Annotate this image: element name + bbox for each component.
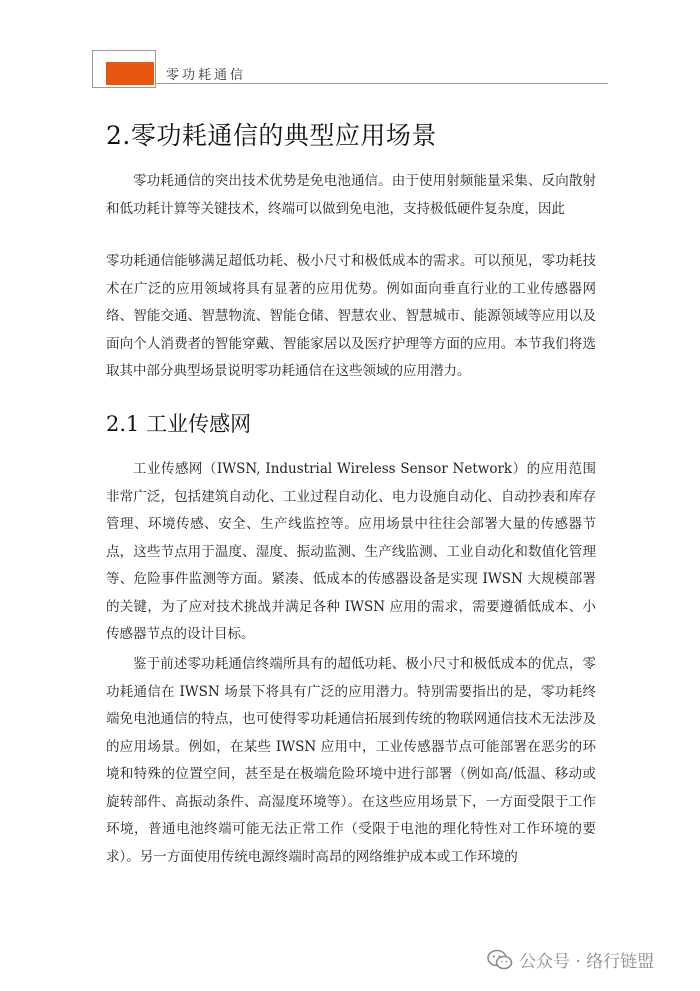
header-accent-block [106,62,154,85]
subsection-heading: 2.1 工业传感网 [106,412,252,436]
watermark-text: 公众号 · 络行链盟 [519,952,655,972]
section-heading: 2.零功耗通信的典型应用场景 [106,121,437,150]
header-title: 零功耗通信 [166,68,247,83]
subsection-paragraph-1: 工业传感网（IWSN, Industrial Wireless Sensor Network）的应用范围非常广泛，包括建筑自动化、工业过程自动化、电力设施自动化、自动抄表和库存管理、环境传感、安全、生产线监控等。应用场景中往往会部署大量的传感器节点，这些节点用于温度、湿度、振动监测、生产线监测、工业自动化和数值化管理等、危险事件监测等方面。紧凑、低成本的传感器设备是实现 IWSN 大规模部署的关键，为了应对技术挑战并满足各种 IWSN 应用的需求，需要遵循低成本、小传感器节点的设计目标。 [106,461,596,642]
subsection-paragraph-2: 鉴于前述零功耗通信终端所具有的超低功耗、极小尺寸和极低成本的优点，零功耗通信在 IWSN 场景下将具有广泛的应用潜力。特别需要指出的是，零功耗终端免电池通信的特点，也可使得零功耗通信拓展到传统的物联网通信技术无法涉及的应用场景。例如，在某些 IWSN 应用中，工业传感器节点可能部署在恶劣的环境和特殊的位置空间，甚至是在极端危险环境中进行部署（例如高/低温、移动或旋转部件、高振动条件、高湿度环境等）。在这些应用场景下，一方面受限于工作环境，普通电池终端可能无法正常工作（受限于电池的理化特性对工作环境的要求）。另一方面使用传统电源终端时高昂的网络维护成本或工作环境的 [106,656,596,865]
intro-paragraph-2: 零功耗通信能够满足超低功耗、极小尺寸和极低成本的需求。可以预见，零功耗技术在广泛的应用领域将具有显著的应用优势。例如面向垂直行业的工业传感器网络、智能交通、智慧物流、智能仓储、智慧农业、智慧城市、能源领域等应用以及面向个人消费者的智能穿戴、智能家居以及医疗护理等方面的应用。本节我们将选取其中部分典型场景说明零功耗通信在这些领域的应用潜力。 [106,253,596,379]
intro-paragraph-1: 零功耗通信的突出技术优势是免电池通信。由于使用射频能量采集、反向散射和低功耗计算等关键技术，终端可以做到免电池，支持极低硬件复杂度，因此 [106,173,596,217]
watermark [487,947,654,972]
header-rule [156,83,608,84]
wechat-icon [487,949,513,971]
